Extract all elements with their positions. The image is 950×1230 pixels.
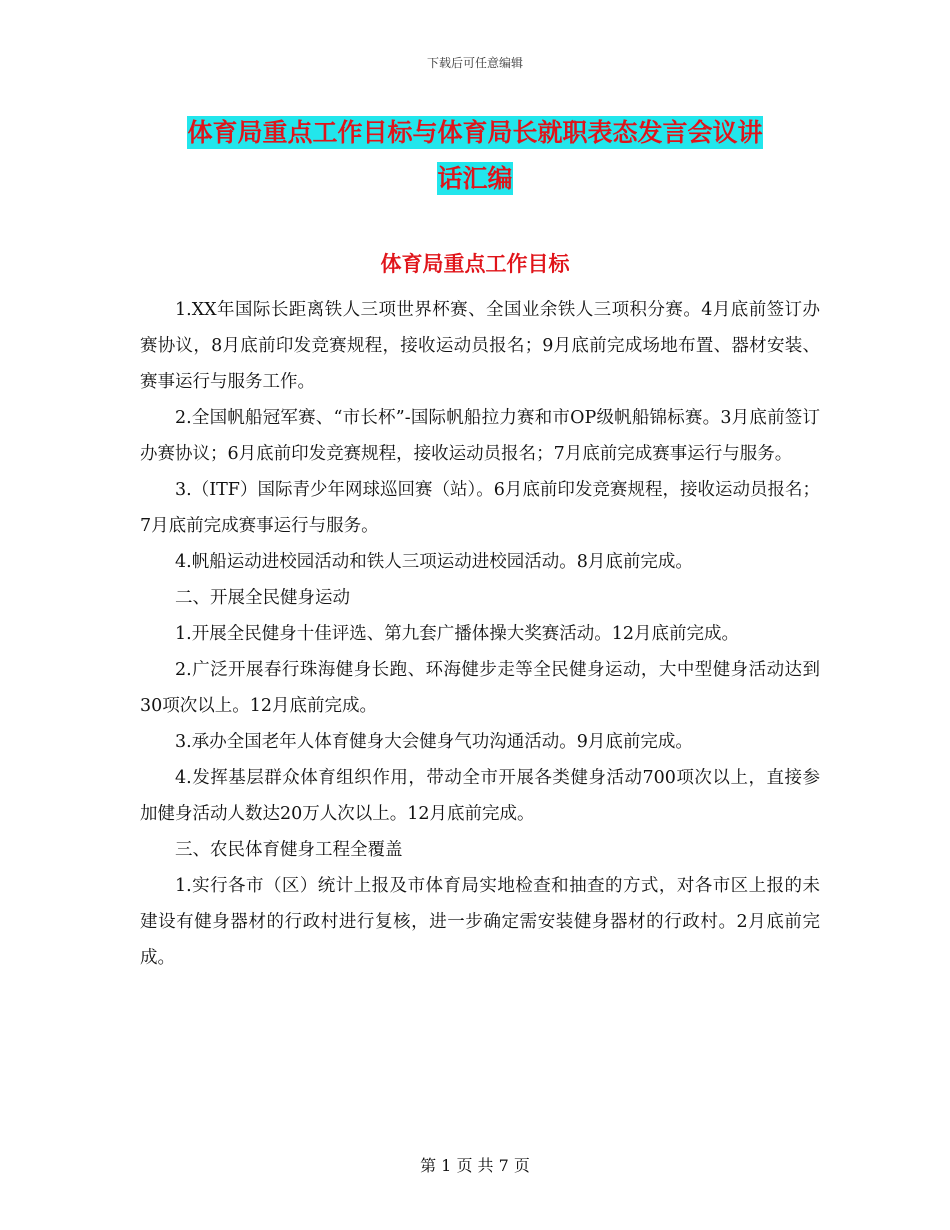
paragraph: 2.广泛开展春行珠海健身长跑、环海健步走等全民健身运动，大中型健身活动达到30项次以上。12月底前完成。 <box>140 660 820 716</box>
paragraph: 2.全国帆船冠军赛、“市长杯”-国际帆船拉力赛和市OP级帆船锦标赛。3月底前签订办赛协议；6月底前印发竞赛规程，接收运动员报名；7月底前完成赛事运行与服务。 <box>140 408 820 464</box>
header-note: 下载后可任意编辑 <box>426 56 523 70</box>
paragraph: 3.承办全国老年人体育健身大会健身气功沟通活动。9月底前完成。 <box>175 732 693 752</box>
document-title-line-2: 话汇编 <box>437 164 513 193</box>
document-title <box>140 110 810 202</box>
paragraph: 1.开展全民健身十佳评选、第九套广播体操大奖赛活动。12月底前完成。 <box>175 624 739 644</box>
document-body <box>140 292 820 976</box>
paragraph: 1.XX年国际长距离铁人三项世界杯赛、全国业余铁人三项积分赛。4月底前签订办赛协议，8月底前印发竞赛规程，接收运动员报名；9月底前完成场地布置、器材安装、赛事运行与服务工作。 <box>140 300 820 392</box>
paragraph: 3.（ITF）国际青少年网球巡回赛（站）。6月底前印发竞赛规程，接收运动员报名；7月底前完成赛事运行与服务。 <box>140 480 820 536</box>
section-title: 体育局重点工作目标 <box>380 252 570 276</box>
document-title-line-1: 体育局重点工作目标与体育局长就职表态发言会议讲 <box>187 118 763 147</box>
page-footer: 第 1 页 共 7 页 <box>420 1156 530 1175</box>
paragraph: 1.实行各市（区）统计上报及市体育局实地检查和抽查的方式，对各市区上报的未建设有健身器材的行政村进行复核，进一步确定需安装健身器材的行政村。2月底前完成。 <box>140 876 820 968</box>
subheading: 二、开展全民健身运动 <box>175 588 350 608</box>
paragraph: 4.帆船运动进校园活动和铁人三项运动进校园活动。8月底前完成。 <box>175 552 693 572</box>
paragraph: 4.发挥基层群众体育组织作用，带动全市开展各类健身活动700项次以上，直接参加健身活动人数达20万人次以上。12月底前完成。 <box>140 768 820 824</box>
subheading: 三、农民体育健身工程全覆盖 <box>175 840 403 860</box>
